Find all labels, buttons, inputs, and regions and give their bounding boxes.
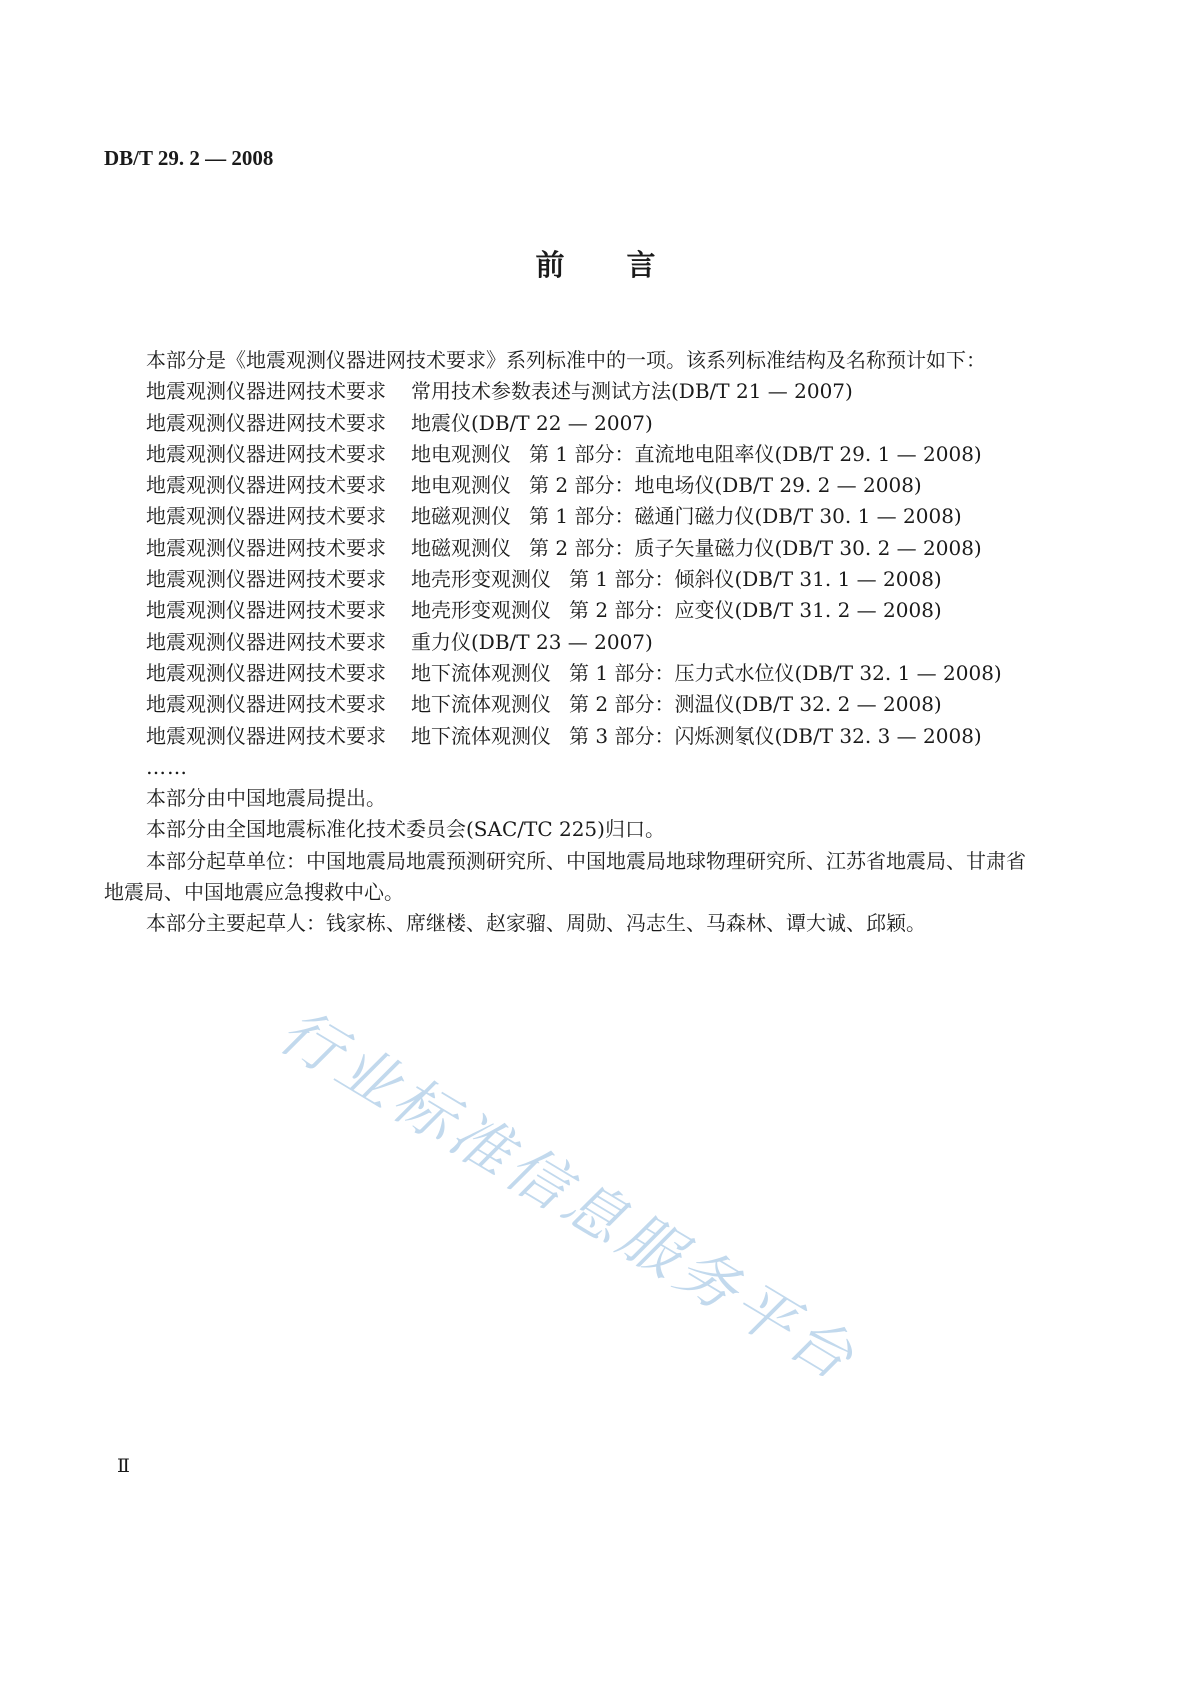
- series-item-category: 常用技术参数表述与测试方法(DB/T 21 — 2007): [411, 379, 853, 404]
- series-item: [104, 721, 1044, 752]
- series-item: [104, 627, 1044, 658]
- foreword-title: 前言: [535, 248, 718, 282]
- series-item-part: 第 1 部分：: [529, 504, 635, 529]
- series-item-category: 地磁观测仪: [411, 535, 511, 560]
- series-item-title: 磁通门磁力仪(DB/T 30. 1 — 2008): [634, 504, 962, 529]
- series-item: [104, 439, 1044, 470]
- intro-paragraph: 本部分是《地震观测仪器进网技术要求》系列标准中的一项。该系列标准结构及名称预计如下：: [146, 348, 986, 372]
- series-list: [104, 376, 1044, 752]
- series-item-prefix: 地震观测仪器进网技术要求: [146, 504, 386, 529]
- series-item-title: 测温仪(DB/T 32. 2 — 2008): [674, 692, 942, 717]
- series-item-prefix: 地震观测仪器进网技术要求: [146, 723, 386, 748]
- series-item-part: 第 1 部分：: [569, 567, 675, 592]
- series-item: [104, 501, 1044, 532]
- series-item: [104, 470, 1044, 501]
- watermark-text: 行业标准信息服务平台: [267, 996, 870, 1397]
- series-item-prefix: 地震观测仪器进网技术要求: [146, 473, 386, 498]
- series-item-prefix: 地震观测仪器进网技术要求: [146, 629, 386, 654]
- series-item-category: 地下流体观测仪: [411, 692, 551, 717]
- series-item-category: 地壳形变观测仪: [411, 567, 551, 592]
- series-item-title: 应变仪(DB/T 31. 2 — 2008): [674, 598, 942, 623]
- series-item-prefix: 地震观测仪器进网技术要求: [146, 410, 386, 435]
- series-item: [104, 564, 1044, 595]
- series-item: [104, 533, 1044, 564]
- series-item-prefix: 地震观测仪器进网技术要求: [146, 379, 386, 404]
- series-item-category: 地电观测仪: [411, 473, 511, 498]
- document-code: DB/T 29. 2 — 2008: [104, 146, 274, 170]
- series-item-prefix: 地震观测仪器进网技术要求: [146, 441, 386, 466]
- drafting-units-paragraph: 本部分起草单位：中国地震局地震预测研究所、中国地震局地球物理研究所、江苏省地震局、甘肃省地震局、中国地震应急搜救中心。: [104, 848, 1026, 905]
- series-item-category: 地电观测仪: [411, 441, 511, 466]
- series-item-title: 地电场仪(DB/T 29. 2 — 2008): [634, 473, 922, 498]
- series-item-category: 地下流体观测仪: [411, 723, 551, 748]
- drafters-paragraph: 本部分主要起草人：钱家栋、席继楼、赵家骝、周勋、冯志生、马森林、谭大诚、邱颖。: [146, 911, 926, 936]
- series-item-prefix: 地震观测仪器进网技术要求: [146, 598, 386, 623]
- series-item-category: 地下流体观测仪: [411, 660, 551, 685]
- series-item-title: 压力式水位仪(DB/T 32. 1 — 2008): [674, 660, 1002, 685]
- series-item: [104, 595, 1044, 626]
- series-item-part: 第 2 部分：: [529, 473, 635, 498]
- foreword-body: [104, 345, 1044, 940]
- series-item-part: 第 2 部分：: [569, 598, 675, 623]
- list-ellipsis: ……: [146, 754, 188, 779]
- series-item-part: 第 1 部分：: [569, 660, 675, 685]
- series-item-part: 第 3 部分：: [569, 723, 675, 748]
- series-item-category: 地震仪(DB/T 22 — 2007): [411, 410, 653, 435]
- series-item-part: 第 2 部分：: [529, 535, 635, 560]
- series-item-part: 第 1 部分：: [529, 441, 635, 466]
- series-item-prefix: 地震观测仪器进网技术要求: [146, 692, 386, 717]
- proposed-by-paragraph: 本部分由中国地震局提出。: [146, 786, 386, 811]
- series-item-prefix: 地震观测仪器进网技术要求: [146, 535, 386, 560]
- centralized-by-paragraph: 本部分由全国地震标准化技术委员会(SAC/TC 225)归口。: [146, 817, 665, 842]
- series-item-title: 倾斜仪(DB/T 31. 1 — 2008): [674, 567, 942, 592]
- series-item-part: 第 2 部分：: [569, 692, 675, 717]
- series-item: [104, 658, 1044, 689]
- series-item-category: 重力仪(DB/T 23 — 2007): [411, 629, 653, 654]
- series-item-category: 地磁观测仪: [411, 504, 511, 529]
- series-item-title: 质子矢量磁力仪(DB/T 30. 2 — 2008): [634, 535, 982, 560]
- series-item: [104, 376, 1044, 407]
- series-item-prefix: 地震观测仪器进网技术要求: [146, 660, 386, 685]
- series-item: [104, 689, 1044, 720]
- page-number: Ⅱ: [117, 1456, 130, 1477]
- series-item-title: 直流地电阻率仪(DB/T 29. 1 — 2008): [634, 441, 982, 466]
- series-item-title: 闪烁测氡仪(DB/T 32. 3 — 2008): [674, 723, 982, 748]
- series-item-prefix: 地震观测仪器进网技术要求: [146, 567, 386, 592]
- series-item-category: 地壳形变观测仪: [411, 598, 551, 623]
- series-item: [104, 408, 1044, 439]
